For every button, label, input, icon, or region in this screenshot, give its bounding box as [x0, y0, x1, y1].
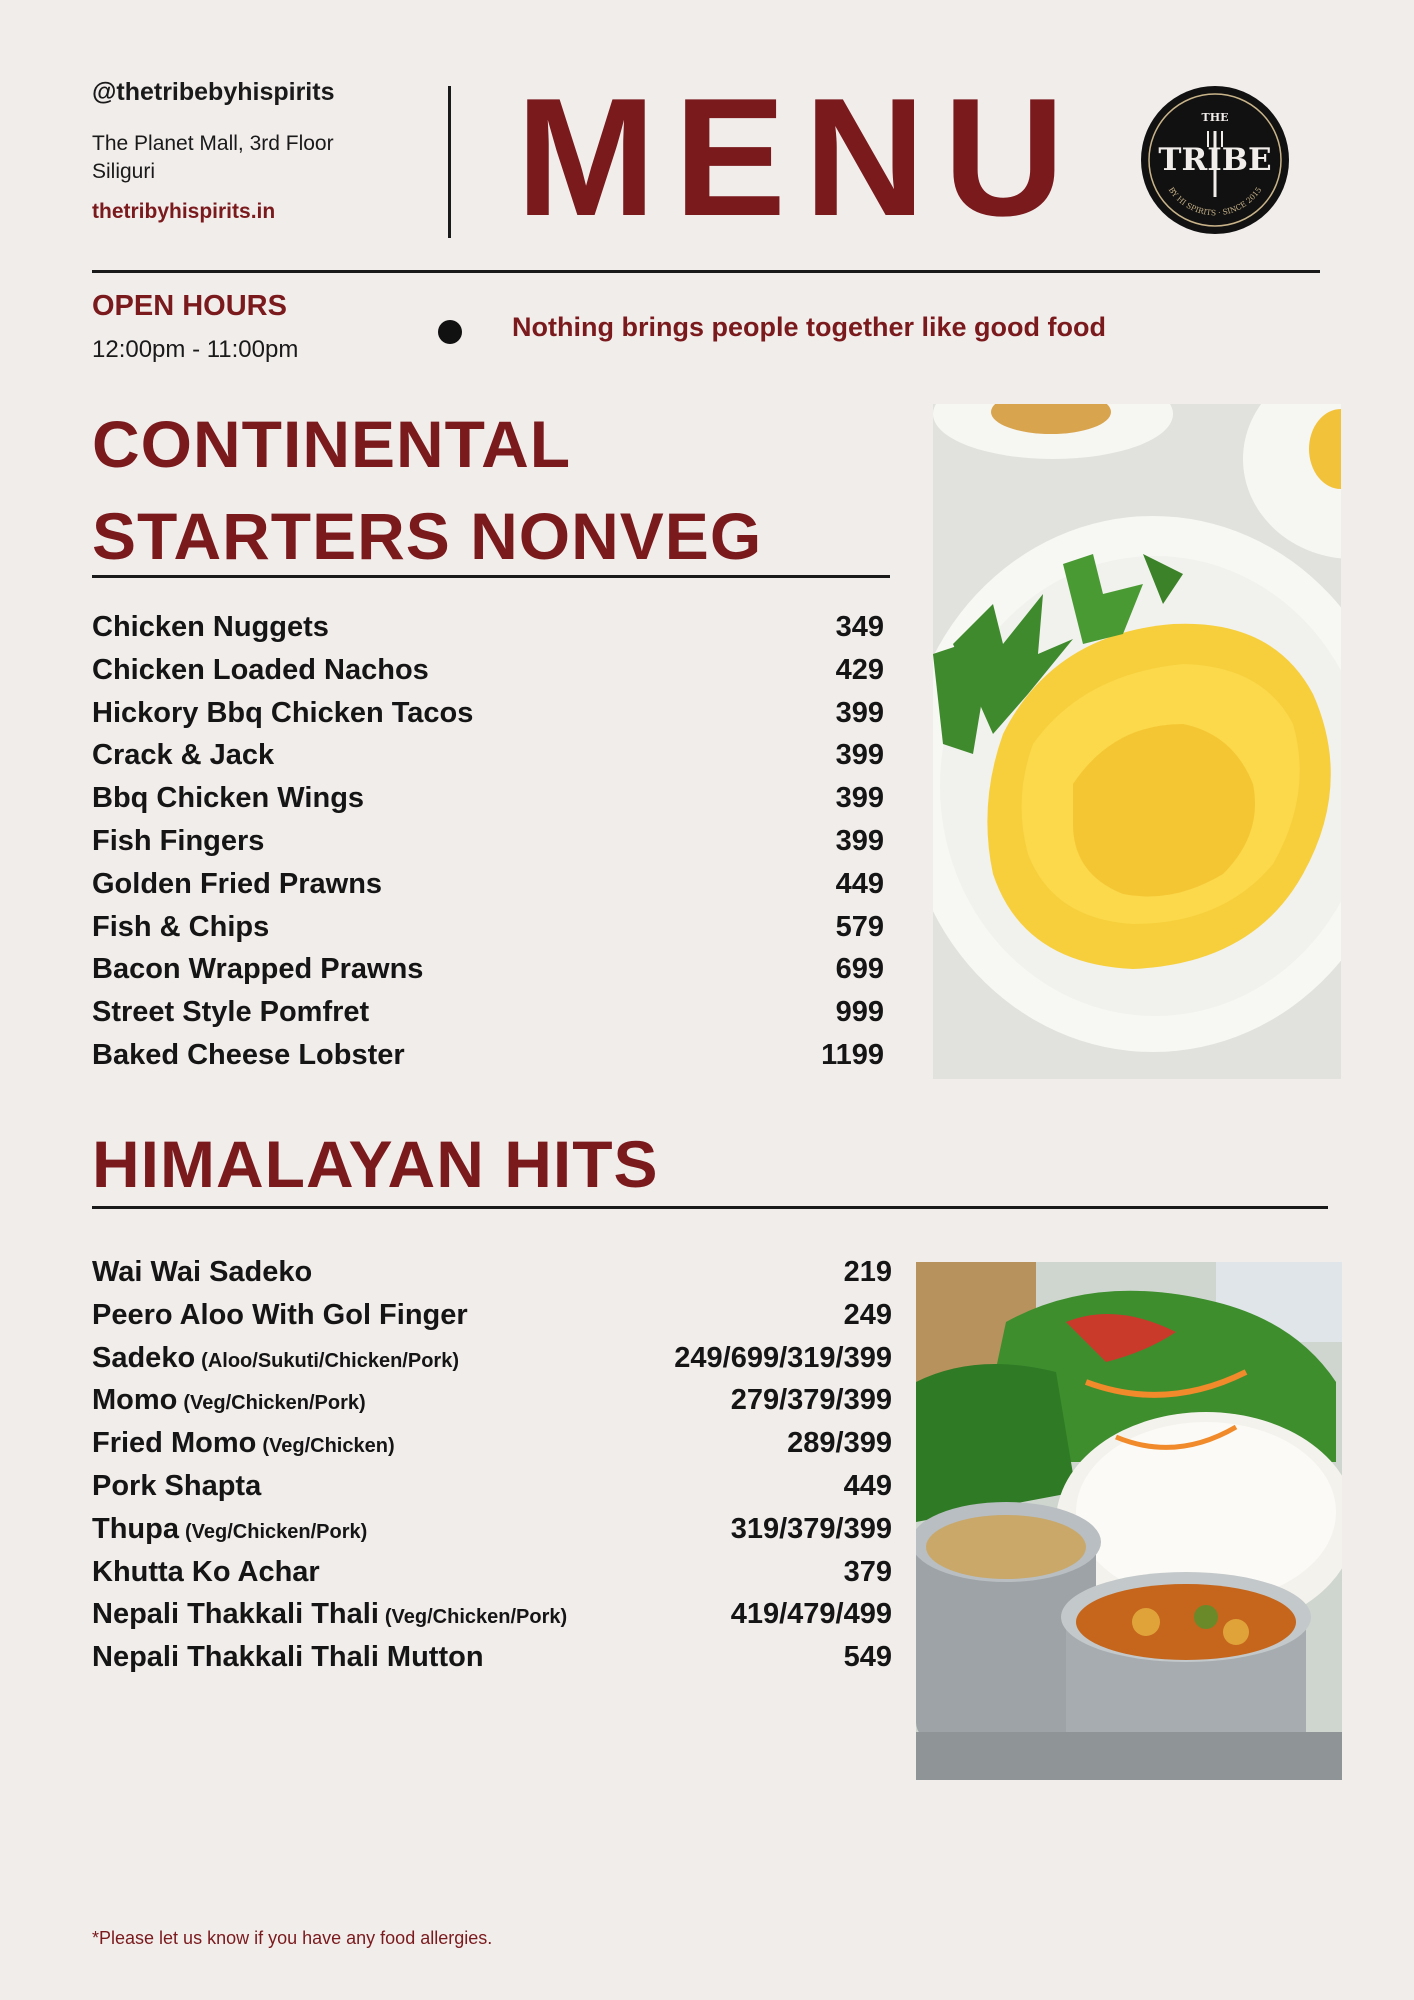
- scrambled-eggs-photo: [933, 404, 1341, 1079]
- continental-items-list: [92, 611, 884, 1082]
- menu-item: [92, 1342, 892, 1385]
- item-price: 289/399: [787, 1427, 892, 1460]
- menu-item: [92, 911, 884, 954]
- item-name: Crack & Jack: [92, 739, 275, 772]
- menu-item: [92, 739, 884, 782]
- item-price: 249/699/319/399: [674, 1341, 892, 1374]
- item-price: 419/479/499: [730, 1598, 892, 1631]
- address: [92, 130, 334, 186]
- item-price: 399: [835, 782, 884, 815]
- item-name: Momo: [92, 1384, 178, 1417]
- item-name: Street Style Pomfret: [92, 996, 370, 1029]
- item-name: Fish & Chips: [92, 910, 270, 943]
- website-link[interactable]: thetribyhispirits.in: [92, 200, 276, 223]
- menu-item: [92, 953, 884, 996]
- section-title-himalayan: HIMALAYAN HITS: [92, 1127, 659, 1201]
- menu-item: [92, 1256, 892, 1299]
- item-price: 399: [835, 824, 884, 857]
- item-price: 429: [835, 653, 884, 686]
- item-name: Peero Aloo With Gol Finger: [92, 1298, 468, 1331]
- item-options: (Veg/Chicken/Pork): [185, 1520, 368, 1543]
- item-name: Chicken Nuggets: [92, 611, 329, 643]
- item-name: Nepali Thakkali Thali Mutton: [92, 1641, 484, 1674]
- menu-item: [92, 825, 884, 868]
- item-name: Bacon Wrapped Prawns: [92, 953, 424, 986]
- menu-item: [92, 1556, 892, 1599]
- item-price: 449: [835, 867, 884, 900]
- item-price: 399: [835, 739, 884, 772]
- himalayan-items-list: [92, 1256, 892, 1684]
- item-price: 279/379/399: [730, 1384, 892, 1417]
- allergy-note: *Please let us know if you have any food allergies.: [92, 1928, 493, 1948]
- logo-main-text: TRIBE: [1158, 142, 1272, 178]
- header-divider: [92, 270, 1320, 273]
- menu-item: [92, 1427, 892, 1470]
- menu-item: [92, 654, 884, 697]
- instagram-handle: @thetribebyhispirits: [92, 78, 335, 106]
- item-name: Sadeko: [92, 1341, 196, 1374]
- item-price: 449: [843, 1469, 892, 1502]
- menu-item: [92, 868, 884, 911]
- item-price: 699: [835, 953, 884, 986]
- item-price: 349: [835, 611, 884, 643]
- open-hours-time: 12:00pm - 11:00pm: [92, 336, 299, 363]
- menu-item: [92, 1513, 892, 1556]
- item-price: 549: [843, 1641, 892, 1674]
- item-name: Nepali Thakkali Thali: [92, 1598, 379, 1631]
- item-name: Fried Momo: [92, 1427, 257, 1460]
- item-price: 399: [835, 696, 884, 729]
- item-price: 219: [843, 1256, 892, 1288]
- menu-item: [92, 1470, 892, 1513]
- item-name: Hickory Bbq Chicken Tacos: [92, 696, 474, 729]
- section-divider: [92, 575, 890, 578]
- vertical-divider: [448, 86, 451, 238]
- menu-item: [92, 611, 884, 654]
- item-options: (Veg/Chicken/Pork): [384, 1606, 568, 1629]
- tagline: Nothing brings people together like good food: [512, 312, 1106, 342]
- menu-item: [92, 1598, 892, 1641]
- tribe-logo: [1140, 85, 1290, 235]
- section-title-line-1: CONTINENTAL: [92, 407, 572, 481]
- item-name: Fish Fingers: [92, 824, 265, 857]
- item-name: Chicken Loaded Nachos: [92, 653, 429, 686]
- item-options: (Veg/Chicken): [262, 1435, 395, 1458]
- item-name: Baked Cheese Lobster: [92, 1038, 405, 1071]
- section-divider: [92, 1206, 1328, 1209]
- logo-top-text: THE: [1201, 111, 1229, 124]
- menu-item: [92, 1384, 892, 1427]
- item-price: 379: [843, 1555, 892, 1588]
- item-options: (Veg/Chicken/Pork): [183, 1392, 366, 1415]
- item-options: (Aloo/Sukuti/Chicken/Pork): [201, 1349, 459, 1372]
- item-name: Pork Shapta: [92, 1469, 262, 1502]
- bullet-dot: [438, 320, 462, 344]
- item-price: 249: [843, 1298, 892, 1331]
- item-name: Wai Wai Sadeko: [92, 1256, 313, 1288]
- item-name: Bbq Chicken Wings: [92, 782, 365, 815]
- section-title-line-2: STARTERS NONVEG: [92, 499, 763, 573]
- address-line-1: The Planet Mall, 3rd Floor: [92, 132, 334, 155]
- item-price: 999: [835, 996, 884, 1029]
- menu-item: [92, 697, 884, 740]
- item-price: 1199: [821, 1038, 884, 1071]
- section-title-continental: [92, 398, 762, 582]
- menu-item: [92, 782, 884, 825]
- menu-item: [92, 1299, 892, 1342]
- item-name: Golden Fried Prawns: [92, 867, 383, 900]
- page-title: MENU: [516, 63, 1083, 251]
- menu-item: [92, 1039, 884, 1082]
- item-name: Khutta Ko Achar: [92, 1555, 320, 1588]
- item-name: Thupa: [92, 1512, 179, 1545]
- item-price: 579: [835, 910, 884, 943]
- open-hours-label: OPEN HOURS: [92, 290, 287, 322]
- nepali-thali-photo: [916, 1262, 1342, 1780]
- menu-item: [92, 1641, 892, 1684]
- address-line-2: Siliguri: [92, 160, 156, 183]
- menu-item: [92, 996, 884, 1039]
- item-price: 319/379/399: [730, 1512, 892, 1545]
- logo-ring-text: BY HI SPIRITS · SINCE 2015: [1166, 185, 1264, 218]
